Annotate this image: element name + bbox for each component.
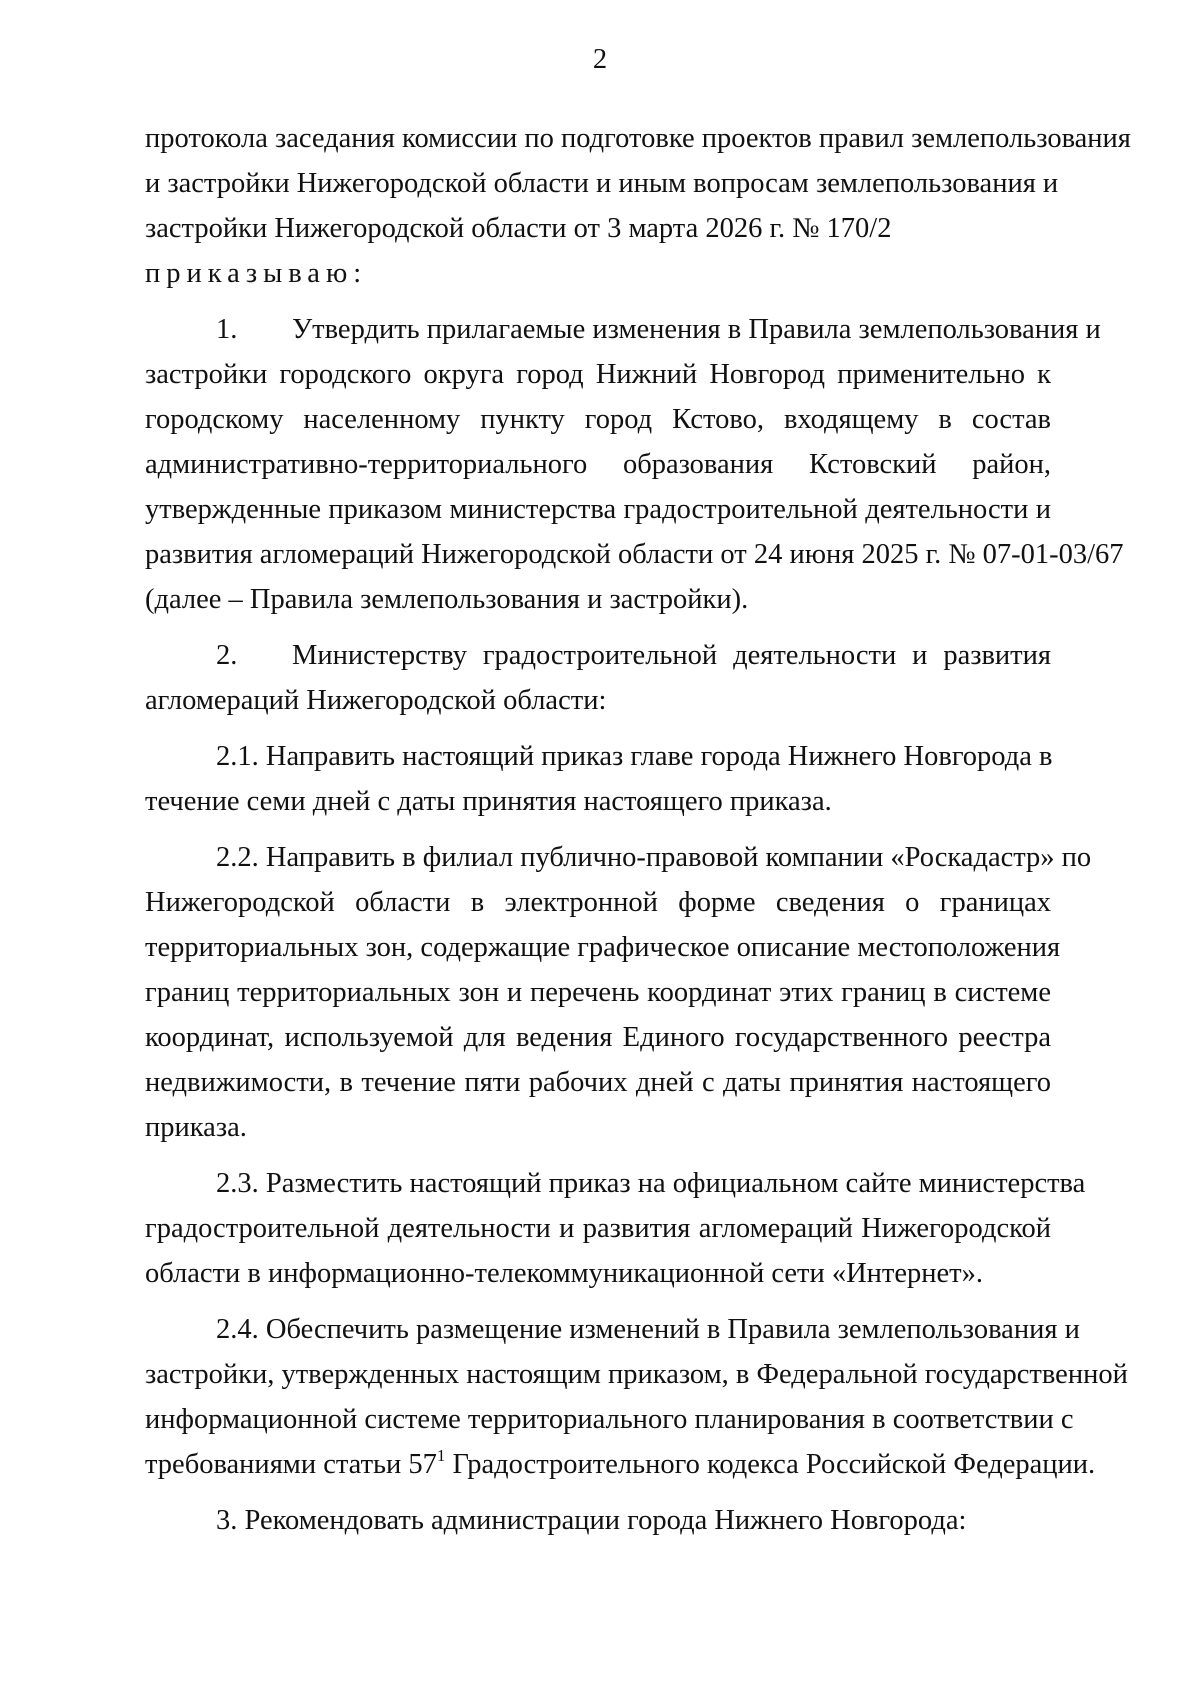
item-2-line [145,633,1051,678]
text-line: протокола заседания комиссии по подготовке проектов правил землепользования [145,123,1131,154]
item-3-line: 3. Рекомендовать администрации города Нижнего Новгорода: [216,1505,967,1536]
text-line: и застройки Нижегородской области и иным вопросам землепользования и [145,168,1059,199]
text-line: течение семи дней с даты принятия настоящего приказа. [145,786,832,817]
text-line: (далее – Правила землепользования и застройки). [145,584,749,615]
text-fragment: Градостроительного кодекса Российской Федерации. [445,1449,1096,1480]
text-line: застройки Нижегородской области от 3 марта 2026 г. № 170/2 [145,213,892,244]
item-2-4-line: 2.4. Обеспечить размещение изменений в Правила землепользования и [216,1314,1080,1345]
order-word: приказываю: [145,258,368,289]
document-body [145,116,1131,1543]
text-line: застройки, утвержденных настоящим приказом, в Федеральной государственной [145,1359,1128,1390]
item-2-1-line: 2.1. Направить настоящий приказ главе города Нижнего Новгорода в [216,741,1053,772]
text-line: информационной системе территориального планирования в соответствии с [145,1404,1074,1435]
text-line: границ территориальных зон и перечень координат этих границ в системе [145,977,1051,1008]
text-line: Нижегородской области в электронной форме сведения о границах [145,887,1051,918]
item-text: Утвердить прилагаемые изменения в Правила землепользования и [292,314,1101,345]
text-line: области в информационно-телекоммуникационной сети «Интернет». [145,1258,984,1289]
text-line: агломераций Нижегородской области: [145,685,607,716]
text-fragment: требованиями статьи 57 [145,1449,437,1480]
item-2-3-line: 2.3. Разместить настоящий приказ на официальном сайте министерства [216,1168,1086,1199]
item-2-2-line: 2.2. Направить в филиал публично-правовой компании «Роскадастр» по [216,842,1092,873]
text-line: приказа. [145,1112,247,1143]
item-text: Министерству градостроительной деятельности и развития [292,640,1051,671]
superscript: 1 [436,1445,446,1465]
text-line-with-superscript [145,1442,1096,1487]
item-number: 1. [216,314,238,345]
text-line: административно-территориального образования Кстовский район, [145,449,1051,480]
text-line: городскому населенному пункту город Кстово, входящему в состав [145,404,1051,435]
text-line: координат, используемой для ведения Единого государственного реестра [145,1022,1051,1053]
text-line: застройки городского округа город Нижний Новгород применительно к [145,359,1051,390]
page-number: 2 [592,44,608,75]
item-1-line [145,307,1101,352]
text-line: развития агломераций Нижегородской области от 24 июня 2025 г. № 07-01-03/67 [145,539,1124,570]
text-line: территориальных зон, содержащие графическое описание местоположения [145,932,1061,963]
text-line: недвижимости, в течение пяти рабочих дней с даты принятия настоящего [145,1067,1051,1098]
text-line: градостроительной деятельности и развития агломераций Нижегородской [145,1213,1051,1244]
item-number: 2. [216,640,238,671]
text-line: утвержденные приказом министерства градостроительной деятельности и [145,494,1051,525]
